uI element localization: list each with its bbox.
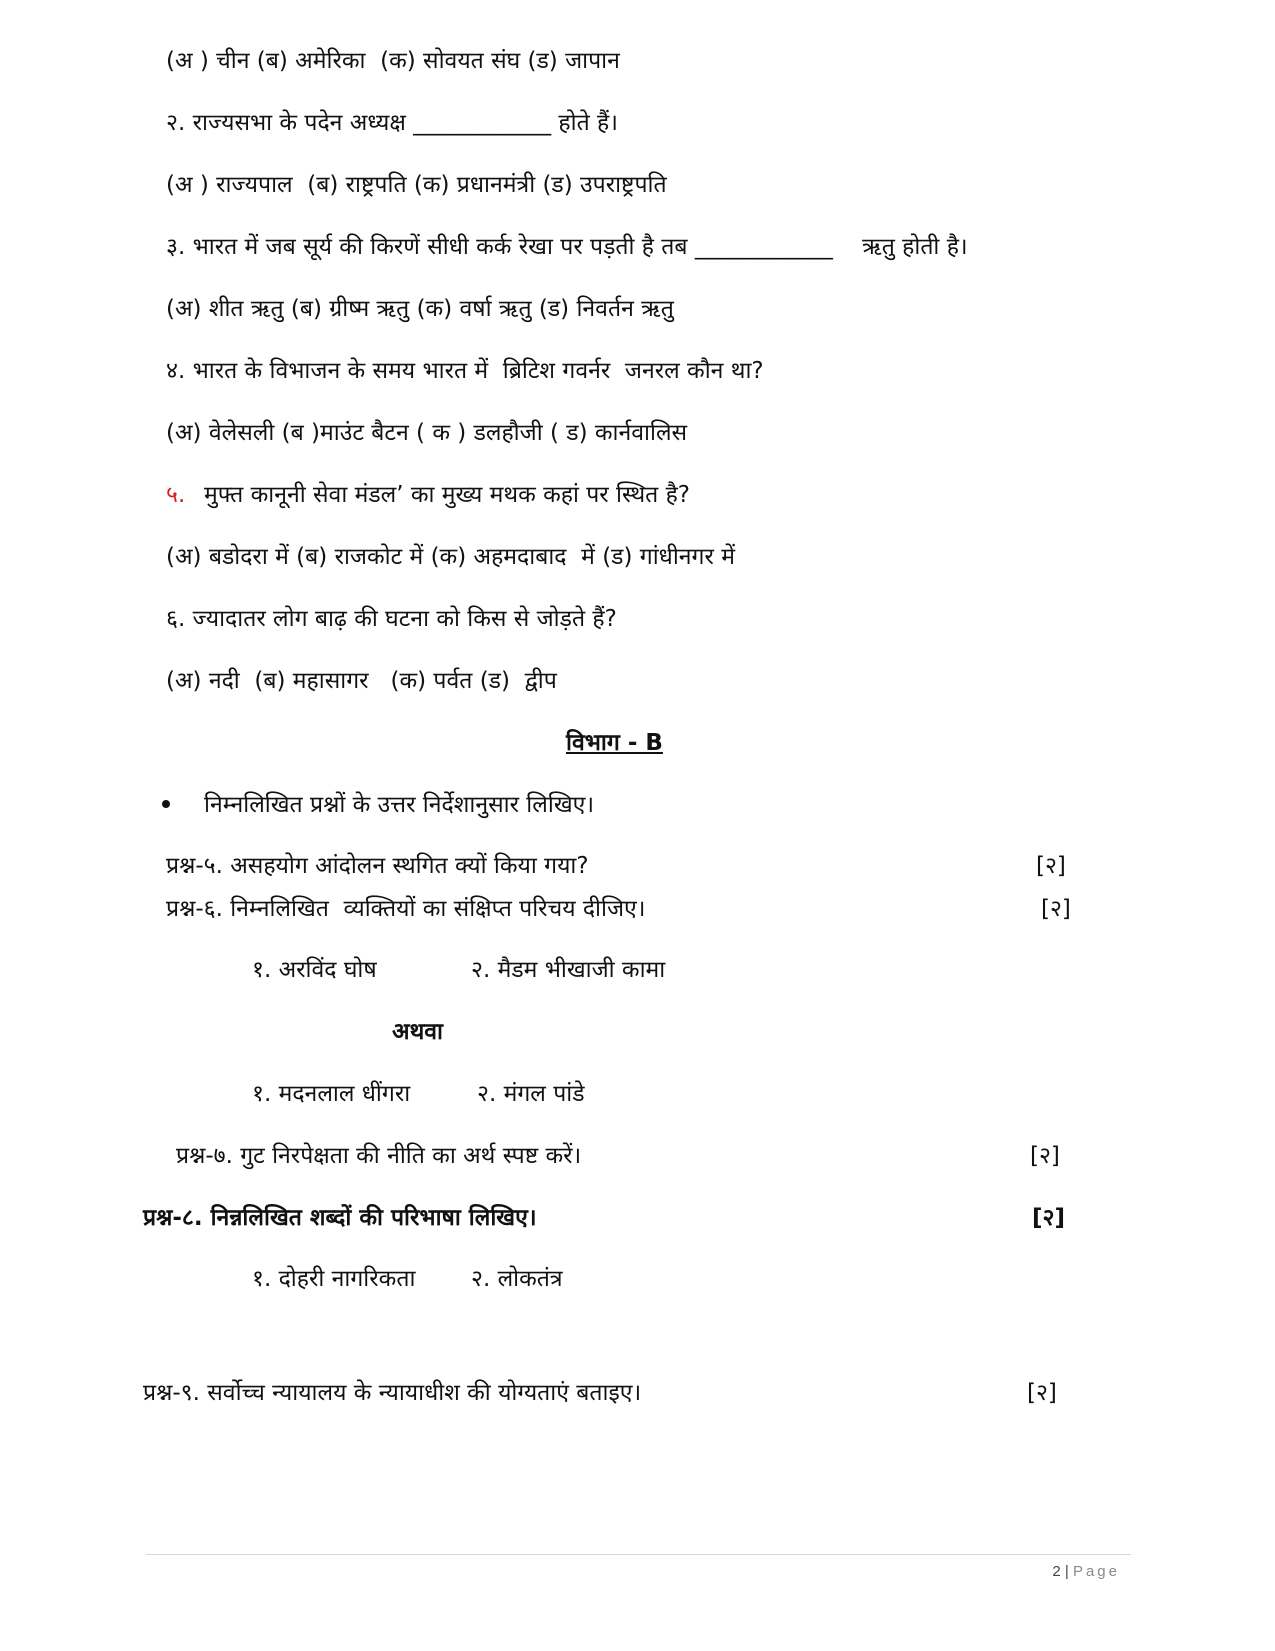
- bullet-icon: [162, 800, 170, 808]
- q1-options: (अ ) चीन (ब) अमेरिका (क) सोवयत संघ (ड) जापान: [166, 48, 620, 74]
- or-label: अथवा: [392, 1019, 444, 1045]
- question-2: २. राज्यसभा के पदेन अध्यक्ष ____________ होते हैं।: [166, 110, 618, 136]
- section-b-instruction: निम्नलिखित प्रश्नों के उत्तर निर्देशानुसार लिखिए।: [204, 792, 595, 818]
- page-number: 2: [1052, 1563, 1061, 1580]
- p8-option-2: २. लोकतंत्र: [471, 1266, 563, 1292]
- marks-p6: [२]: [1041, 896, 1071, 922]
- question-4: ४. भारत के विभाजन के समय भारत में ब्रिटिश गवर्नर जनरल कौन था?: [166, 358, 764, 384]
- q4-options: (अ) वेलेसली (ब )माउंट बैटन ( क ) डलहौजी ( ड) कार्नवालिस: [166, 420, 688, 446]
- marks-p9: [२]: [1027, 1380, 1057, 1406]
- question-p6: प्रश्न-६. निम्नलिखित व्यक्तियों का संक्षिप्त परिचय दीजिए।: [166, 896, 646, 922]
- footer-separator: |: [1064, 1563, 1069, 1580]
- section-b-heading: विभाग - B: [566, 730, 663, 756]
- page-footer: [1000, 1563, 1120, 1580]
- q2-options: (अ ) राज्यपाल (ब) राष्ट्रपति (क) प्रधानमंत्री (ड) उपराष्ट्रपति: [166, 172, 667, 198]
- marks-p5: [२]: [1036, 853, 1066, 879]
- page-word: Page: [1072, 1563, 1120, 1580]
- p6-alt-option-2: २. मंगल पांडे: [477, 1081, 585, 1107]
- question-6: ६. ज्यादातर लोग बाढ़ की घटना को किस से जोड़ते हैं?: [166, 606, 617, 632]
- question-p8: प्रश्न-८. निन्नलिखित शब्दों की परिभाषा लिखिए।: [143, 1205, 537, 1231]
- question-5-number: ५.: [166, 482, 186, 508]
- p8-option-1: १. दोहरी नागरिकता: [252, 1266, 416, 1292]
- marks-p7: [२]: [1030, 1143, 1060, 1169]
- p6-alt-option-1: १. मदनलाल धींगरा: [252, 1081, 411, 1107]
- q3-options: (अ) शीत ऋतु (ब) ग्रीष्म ऋतु (क) वर्षा ऋतु (ड) निवर्तन ऋतु: [166, 296, 674, 322]
- q6-options: (अ) नदी (ब) महासागर (क) पर्वत (ड) द्वीप: [166, 668, 557, 694]
- footer-divider: [146, 1554, 1131, 1555]
- question-p7: प्रश्न-७. गुट निरपेक्षता की नीति का अर्थ स्पष्ट करें।: [176, 1143, 582, 1169]
- q5-options: (अ) बडोदरा में (ब) राजकोट में (क) अहमदाबाद में (ड) गांधीनगर में: [166, 544, 735, 570]
- marks-p8: [२]: [1032, 1205, 1065, 1231]
- p6-option-2: २. मैडम भीखाजी कामा: [471, 957, 666, 983]
- question-5: मुफ्त कानूनी सेवा मंडल’ का मुख्य मथक कहां पर स्थित है?: [204, 482, 690, 508]
- question-3: ३. भारत में जब सूर्य की किरणें सीधी कर्क रेखा पर पड़ती है तब ____________ ऋतु होती है।: [166, 234, 968, 260]
- p6-option-1: १. अरविंद घोष: [252, 957, 377, 983]
- question-p5: प्रश्न-५. असहयोग आंदोलन स्थगित क्यों किया गया?: [166, 853, 589, 879]
- question-p9: प्रश्न-९. सर्वोच्च न्यायालय के न्यायाधीश की योग्यताएं बताइए।: [143, 1380, 642, 1406]
